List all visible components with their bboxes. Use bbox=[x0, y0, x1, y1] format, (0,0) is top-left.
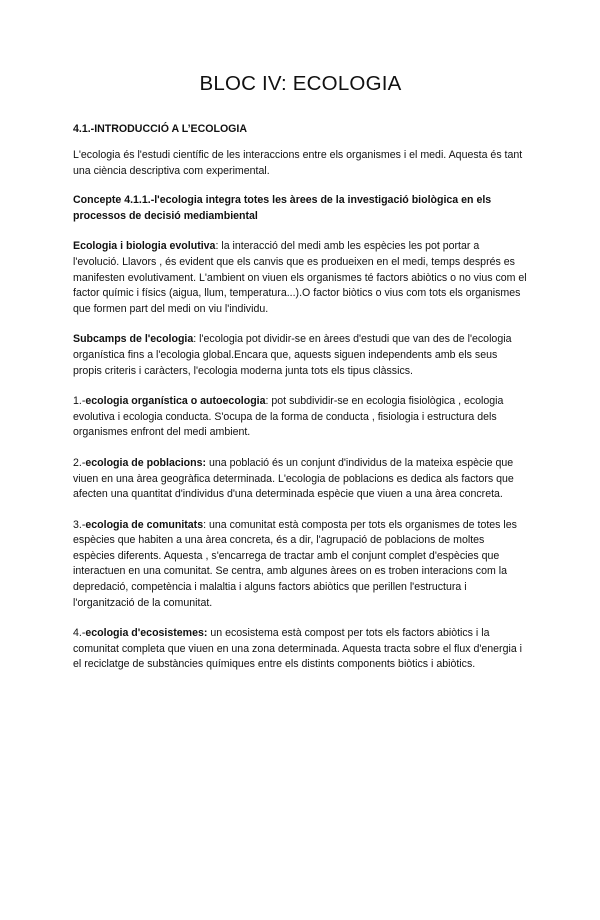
paragraph-subcamps bbox=[73, 332, 528, 379]
paragraph-text: : pot subdividir-se en ecologia fisiològica , ecologia evolutiva i ecologia conducta. S'ocupa de la forma de conducta , fisiologia i estructura dels organismes enfront del medi ambient. bbox=[73, 395, 504, 439]
document-page bbox=[0, 72, 600, 920]
paragraph-ecologia-poblacions bbox=[73, 456, 528, 503]
paragraph-text: un ecosistema està compost per tots els factors abiòtics i la comunitat completa que viuen en una zona determinada. Aquesta tracta sobre el flux d'energia i el reciclatge de substàncies químiques entre els distints components biòtics i abiòtics. bbox=[73, 627, 523, 671]
paragraph-text: : l'ecologia pot dividir-se en àrees d'estudi que van des de l'ecologia organística fins a l'ecologia global.Encara que, aquests siguen independents amb els seus propis criteris i caràcters, l'ecologia moderna junta tots els tipus clàssics. bbox=[73, 333, 512, 377]
paragraph-lead: Ecologia i biologia evolutiva bbox=[73, 240, 216, 253]
paragraph-prefix: 1.- bbox=[73, 395, 86, 408]
paragraph-lead: Subcamps de l'ecologia bbox=[73, 333, 194, 346]
paragraph-lead: ecologia de comunitats bbox=[85, 518, 204, 531]
intro-paragraph: L'ecologia és l'estudi científic de les interaccions entre els organismes i el medi. Aquesta és tant una ciència descriptiva com experimental. bbox=[73, 149, 523, 177]
paragraph-ecologia-biologia-evolutiva bbox=[73, 239, 528, 317]
paragraph-ecologia-organistica bbox=[73, 394, 528, 441]
paragraph-text: : una comunitat està composta per tots els organismes de totes les espècies que habiten a una àrea concreta, és a dir, l'agrupació de poblacions de moltes espècies diferents. Aquesta , s'encarrega de tractar amb el conjunt complet d'espècies que interactuen en una comunitat. Se centra, amb algunes àrees on es troben interacions com la depredació, competència i malaltia i alguns factors abiòtics que perillen l'estructura i l'organització de la comunitat. bbox=[73, 518, 517, 609]
document-title: BLOC IV: ECOLOGIA bbox=[199, 72, 402, 95]
paragraph-lead: ecologia de poblacions: bbox=[85, 456, 207, 469]
paragraph-prefix: 3.- bbox=[73, 518, 86, 531]
paragraph-lead: ecologia organística o autoecologia bbox=[85, 395, 266, 408]
concept-statement: Concepte 4.1.1.-l'ecologia integra totes les àrees de la investigació biològica en els processos de decisió mediambiental bbox=[73, 194, 492, 222]
paragraph-ecologia-comunitats bbox=[73, 518, 528, 612]
paragraph-lead: ecologia d'ecosistemes: bbox=[85, 627, 208, 640]
paragraph-text: una població és un conjunt d'individus de la mateixa espècie que viuen en una àrea geogràfica determinada. L'ecologia de poblacions es dedica als factors que afecten una quantitat d'individus d'una determinada espècie que viuen a una àrea concreta. bbox=[73, 456, 514, 501]
paragraph-prefix: 4.- bbox=[73, 627, 86, 640]
paragraph-prefix: 2.- bbox=[73, 456, 86, 469]
paragraph-text: : la interacció del medi amb les espècies les pot portar a l'evolució. Llavors , és evident que els canvis que es produeixen en el medi, temps després es manifesten evolutivament. L'ambient on viuen els organismes té factors abiòtics o no vius com el factor químic i físics (aigua, llum, temperatura...).O factor biòtics o vius com tots els organismes que formen part del medi on viu l'individu. bbox=[73, 240, 527, 315]
section-heading: 4.1.-INTRODUCCIÓ A L’ECOLOGIA bbox=[73, 123, 248, 135]
paragraph-ecologia-ecosistemes bbox=[73, 626, 528, 673]
